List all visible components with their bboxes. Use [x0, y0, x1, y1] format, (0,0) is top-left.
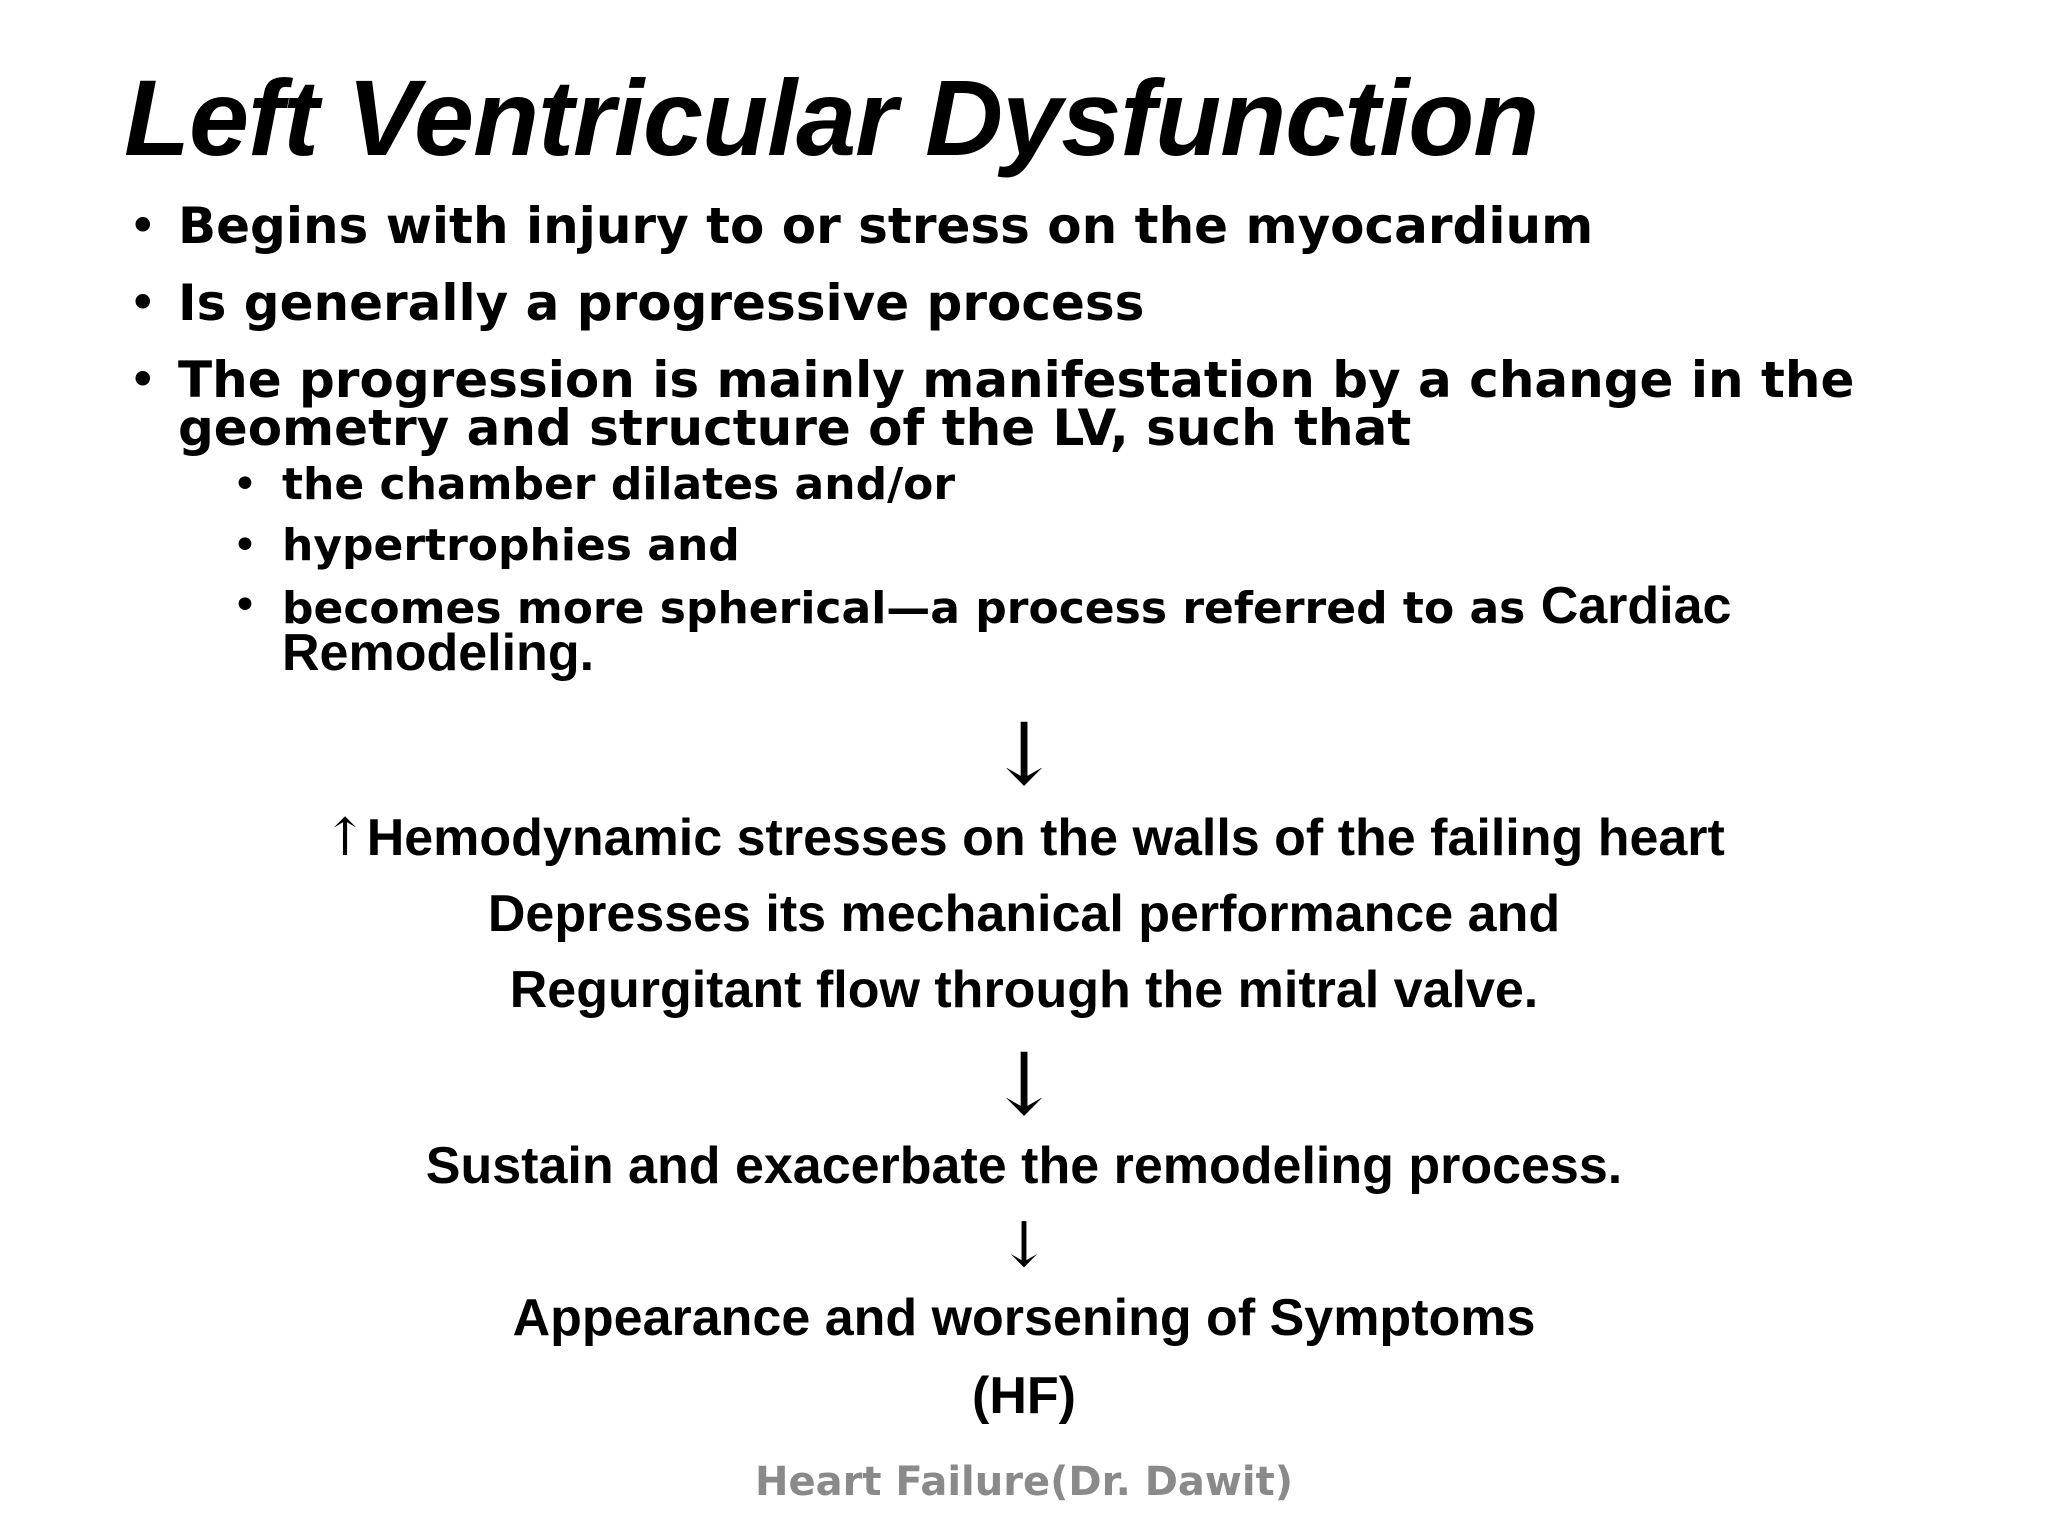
sub-bullet-item: [228, 459, 1984, 510]
down-arrow-icon: ↓: [987, 1035, 1061, 1135]
flow-text: Hemodynamic stresses on the walls of the failing heart: [366, 809, 1725, 867]
up-arrow-icon: ↑: [323, 808, 367, 868]
bullet-text: Begins with injury to or stress on the myocardium: [178, 197, 1594, 255]
bullet-item: [124, 197, 1984, 255]
flow-step-hf: (HF): [972, 1367, 1076, 1425]
flow-step-regurgitant: Regurgitant flow through the mitral valve.: [509, 961, 1539, 1019]
bullet-text: The progression is mainly manifestation by a change in the geometry and structure of the LV, such that: [178, 351, 1855, 457]
down-arrow-icon: ↓: [998, 1208, 1050, 1281]
sub-bullet-text: becomes more spherical—a process referred to as: [282, 583, 1541, 634]
flow-step-sustain: Sustain and exacerbate the remodeling process.: [425, 1137, 1623, 1195]
flow-step-symptoms: Appearance and worsening of Symptoms: [512, 1289, 1536, 1347]
slide-footer: Heart Failure(Dr. Dawit): [755, 1459, 1293, 1505]
sub-bullet-list: [228, 459, 1984, 682]
flow-step-depresses: Depresses its mechanical performance and: [487, 885, 1561, 943]
bullet-item: [124, 351, 1984, 682]
cardiac-remodeling-term: Cardiac Remodeling.: [282, 577, 1732, 682]
sub-bullet-text: hypertrophies and: [282, 520, 740, 571]
sub-bullet-item: [228, 577, 1984, 682]
sub-bullet-text: the chamber dilates and/or: [282, 459, 956, 510]
down-arrow-icon: ↓: [987, 705, 1061, 805]
slide-title: Left Ventricular Dysfunction: [124, 57, 1539, 178]
bullet-text: Is generally a progressive process: [178, 274, 1145, 332]
bullet-item: [124, 274, 1984, 332]
bullet-list: [124, 197, 1984, 693]
sub-bullet-item: [228, 520, 1984, 571]
flow-step-hemodynamic: [0, 800, 2048, 876]
